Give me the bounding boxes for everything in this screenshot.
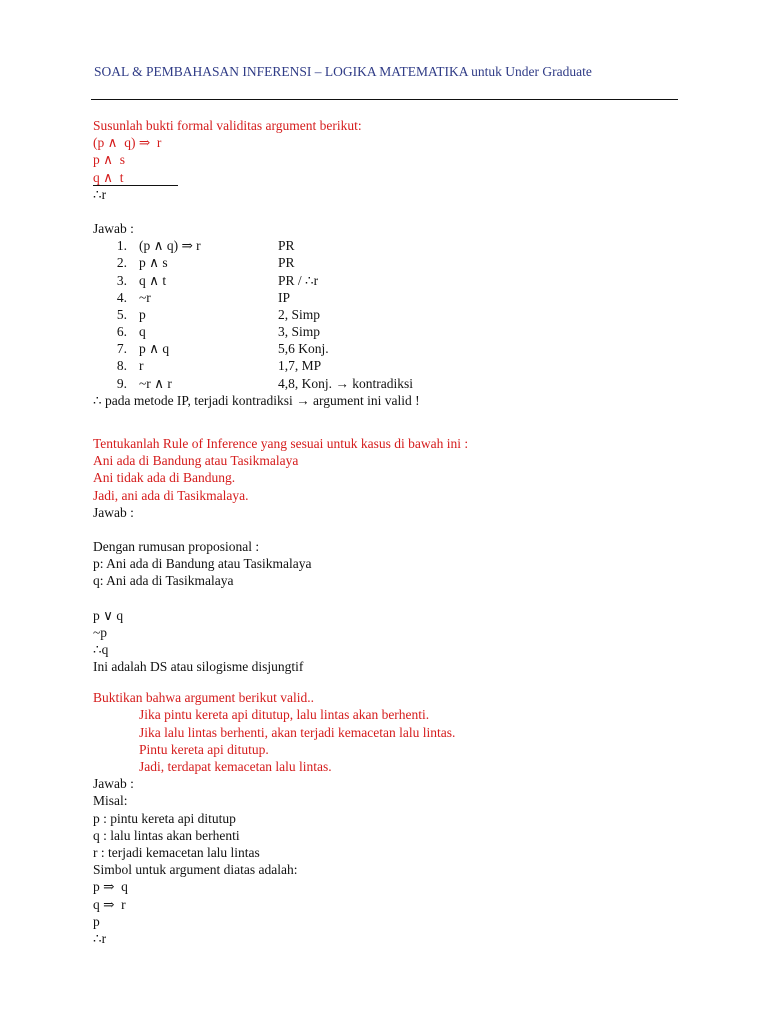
argument-line: Jadi, terdapat kemacetan lalu lintas. xyxy=(139,759,332,774)
header-divider xyxy=(91,99,678,100)
rule-result: Ini adalah DS atau silogisme disjungtif xyxy=(93,659,304,675)
symbol-label: Simbol untuk argument diatas adalah: xyxy=(93,862,298,878)
symbol-line: ~p xyxy=(93,624,108,640)
formulation-label: Dengan rumusan proposional : xyxy=(93,538,260,554)
proof-step: 7. p ∧ q 5,6 Konj. xyxy=(116,341,329,357)
proof-step: 9. ~r ∧ r 4,8, Konj. → kontradiksi xyxy=(116,375,413,391)
section1-instruction: Susunlah bukti formal validitas argument berikut: xyxy=(93,118,362,133)
document-header: SOAL & PEMBAHASAN INFERENSI – LOGIKA MATEMATIKA untuk Under Graduate xyxy=(94,64,592,79)
answer-label: Jawab : xyxy=(93,776,134,792)
proof-step: 8. r 1,7, MP xyxy=(116,358,322,374)
premise-2: p ∧ s xyxy=(93,152,126,168)
argument-line: Jika pintu kereta api ditutup, lalu lintas akan berhenti. xyxy=(139,707,430,723)
proof-step: 4. ~r IP xyxy=(116,289,291,305)
symbol-line: ∴q xyxy=(93,641,109,657)
section3-instruction: Buktikan bahwa argument berikut valid.. xyxy=(93,690,314,706)
proof-step: 3. q ∧ t PR / ∴r xyxy=(116,272,319,288)
proof-step: 1. (p ∧ q) ⇒ r PR xyxy=(116,238,295,254)
proof-conclusion: ∴ pada metode IP, terjadi kontradiksi → argument ini valid ! xyxy=(93,392,420,408)
symbol-line: p xyxy=(93,913,100,929)
answer-label: Jawab : xyxy=(93,504,134,520)
misal-label: Misal: xyxy=(93,793,128,809)
proof-step: 2. p ∧ s PR xyxy=(116,255,295,271)
proof-step: 5. p 2, Simp xyxy=(116,306,321,322)
definition: p: Ani ada di Bandung atau Tasikmalaya xyxy=(93,556,312,572)
proof-steps xyxy=(93,237,693,392)
premise-3: q ∧ t xyxy=(93,169,178,186)
definition: r : terjadi kemacetan lalu lintas xyxy=(93,844,260,860)
proof-step: 6. q 3, Simp xyxy=(116,324,321,340)
definition: p : pintu kereta api ditutup xyxy=(93,810,236,826)
case-line: Jadi, ani ada di Tasikmalaya. xyxy=(93,487,249,503)
symbol-line: ∴r xyxy=(93,930,107,946)
case-line: Ani tidak ada di Bandung. xyxy=(93,470,236,486)
argument-line: Pintu kereta api ditutup. xyxy=(139,741,269,757)
premise-1: (p ∧ q) ⇒ r xyxy=(93,135,162,151)
section2-instruction: Tentukanlah Rule of Inference yang sesuai untuk kasus di bawah ini : xyxy=(93,436,469,451)
answer-label: Jawab : xyxy=(93,220,134,236)
symbol-line: p ⇒ q xyxy=(93,879,128,895)
definition: q : lalu lintas akan berhenti xyxy=(93,827,240,843)
symbol-line: q ⇒ r xyxy=(93,896,126,912)
argument-line: Jika lalu lintas berhenti, akan terjadi kemacetan lalu lintas. xyxy=(139,724,456,740)
document-body xyxy=(93,117,693,947)
conclusion: ∴r xyxy=(93,186,107,202)
case-line: Ani ada di Bandung atau Tasikmalaya xyxy=(93,453,299,469)
definition: q: Ani ada di Tasikmalaya xyxy=(93,573,234,589)
symbol-line: p ∨ q xyxy=(93,607,124,623)
